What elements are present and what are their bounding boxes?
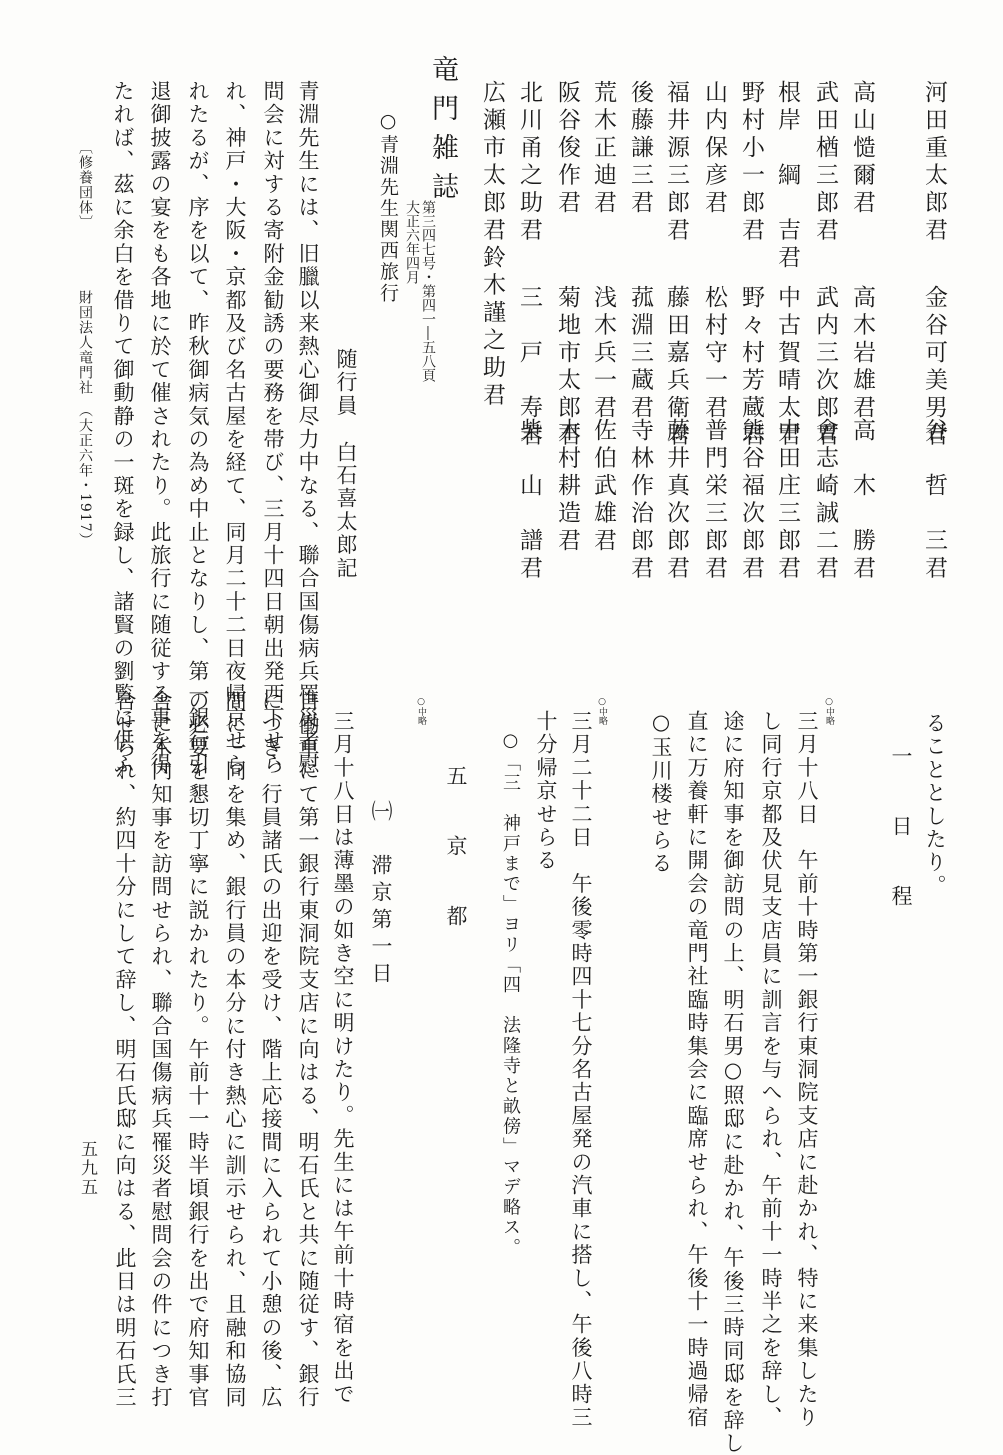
name-cell: 中田庄三郎君 [774, 418, 800, 583]
name-cell: 藤田嘉兵衛君 [663, 285, 689, 450]
name-cell: 高木岩雄君 [849, 285, 875, 423]
name-cell: 寺林作治郎君 [627, 418, 653, 583]
name-cell: 柴 山 譜君 [516, 418, 542, 583]
text-line: 退御披露の宴をも各地に於て催されたり。此旅行に随従する事を得 [148, 80, 172, 777]
text-line: 問会に対する寄附金勧誘の要務を帯び、三月十四日朝出発西下せら [261, 80, 285, 776]
name-cell: 浅木兵一君 [590, 285, 616, 423]
article-byline: 随行員 白石喜太郎記 [334, 348, 358, 580]
text-line: 直に万養軒に開会の竜門社臨時集会に臨席せられ、午後十一時過帰宿 [685, 710, 709, 1430]
name-cell: 野々村芳蔵君 [738, 285, 764, 450]
section-heading: 五 京 都 [444, 765, 468, 940]
name-cell: 金谷可美男君 [921, 285, 947, 450]
text-line: 三月十八日 午前十時第一銀行東洞院支店に赴かれ、特に来集したり [795, 710, 819, 1430]
name-cell: 山内保彦君 [701, 80, 727, 218]
text-line: 十分帰京せらる [534, 710, 558, 873]
name-cell: 高山慥爾君 [849, 80, 875, 218]
name-cell: 三 戸 寿君 [516, 285, 542, 450]
text-line: 自働車にて第一銀行東洞院支店に向はる、明石氏と共に随従す、銀行 [296, 690, 320, 1410]
name-cell: 北川甬之助君 [516, 80, 542, 245]
name-cell: 佐伯武雄君 [590, 418, 616, 556]
text-line: 合せられ、約四十分にして辞し、明石氏邸に向はる、此日は明石氏三 [113, 690, 137, 1410]
name-cell: 荒木正迪君 [590, 80, 616, 218]
name-cell: 福井源三郎君 [663, 80, 689, 245]
name-cell: 木村耕造君 [554, 418, 580, 556]
name-cell: 藤井真次郎君 [663, 418, 689, 583]
article-heading: ○青淵先生関西旅行 [377, 110, 399, 304]
text-line: ることとしたり。 [923, 712, 947, 898]
text-line: 間に一同を集め、銀行員の本分に付き熱心に訓示せられ、且融和協同 [223, 690, 247, 1410]
text-line: たれば、茲に余白を借りて御動静の一斑を録し、諸賢の劉覧に供ふ [111, 80, 135, 776]
text-line: し同行京都及伏見支店員に訓言を与へられ、午前十一時半之を辞し、 [759, 710, 783, 1430]
name-cell: 野村小一郎君 [738, 80, 764, 245]
name-cell: 普門栄三郎君 [701, 418, 727, 583]
text-line: 舎に木内知事を訪問せられ、聯合国傷病兵罹災者慰問会の件につき打 [149, 690, 173, 1410]
text-line: 途に府知事を御訪問の上、明石男○照邸に赴かれ、午後三時同邸を辞し [721, 710, 745, 1455]
name-cell: 武田楢三郎君 [812, 80, 838, 245]
name-cell: 河田重太郎君 [921, 80, 947, 245]
name-cell: 根岸 綱 吉君 [774, 80, 800, 273]
text-line: ○玉川楼せらる [649, 710, 673, 876]
omission-mark: ○中略 [824, 697, 834, 725]
name-cell: 菊地市太郎君 [554, 285, 580, 450]
category-label: 〔修養団体〕 [77, 140, 93, 230]
name-cell: 會志崎誠二君 [812, 418, 838, 583]
section-heading: 一 日 程 [889, 745, 913, 920]
name-cell: 熊谷福次郎君 [738, 418, 764, 583]
issue-info: 第三四七号・第四一―五八頁 [420, 200, 436, 382]
name-cell: 中古賀晴太君 [774, 285, 800, 450]
name-cell: 阪谷俊作君 [554, 80, 580, 218]
text-line: れたるが、序を以て、昨秋御病気の為め中止となりし、第一銀行引 [186, 80, 210, 776]
name-cell: 後藤謙三君 [627, 80, 653, 218]
page-number: 五九五 [77, 1140, 97, 1197]
text-line: の必要を懇切丁寧に説かれたり。午前十一時半頃銀行を出で府知事官 [186, 690, 210, 1410]
text-line: 三月二十二日 午後零時四十七分名古屋発の汽車に搭し、午後八時三 [569, 710, 593, 1430]
name-cell: 谷 哲 三君 [921, 418, 947, 583]
text-line: 青淵先生には、旧臘以来熱心御尽力中なる、聯合国傷病兵罹災者慰 [296, 80, 320, 776]
text-line: 三月十八日は薄墨の如き空に明けたり。先生には午前十時宿を出で [331, 710, 355, 1406]
section-heading: ㈠ 滞京第一日 [369, 800, 393, 989]
journal-title: 竜門雑誌 [427, 55, 458, 211]
name-cell: 松村守一君 [701, 285, 727, 423]
name-cell: 鈴木謹之助君 [479, 245, 505, 410]
issue-date: 大正六年四月 [404, 200, 420, 284]
publisher-label: 財団法人竜門社 （大正六年・1917） [77, 290, 93, 548]
omission-note: ○「三 神戸まで」ヨリ「四 法隆寺と畝傍」マデ略ス。 [500, 730, 521, 1259]
text-line: れ、神戸・大阪・京都及び名古屋を経て、同月二十二日夜帰京せら [223, 80, 247, 776]
omission-mark: ○中略 [597, 697, 607, 725]
name-cell: 武内三次郎君 [812, 285, 838, 450]
name-cell: 菰淵三蔵君 [627, 285, 653, 423]
omission-mark: ○中略 [416, 697, 426, 725]
name-cell: 高 木 勝君 [849, 418, 875, 583]
name-cell: 広瀬市太郎君 [479, 80, 505, 245]
text-line: につき、行員諸氏の出迎を受け、階上応接間に入られて小憩の後、広 [259, 690, 283, 1410]
